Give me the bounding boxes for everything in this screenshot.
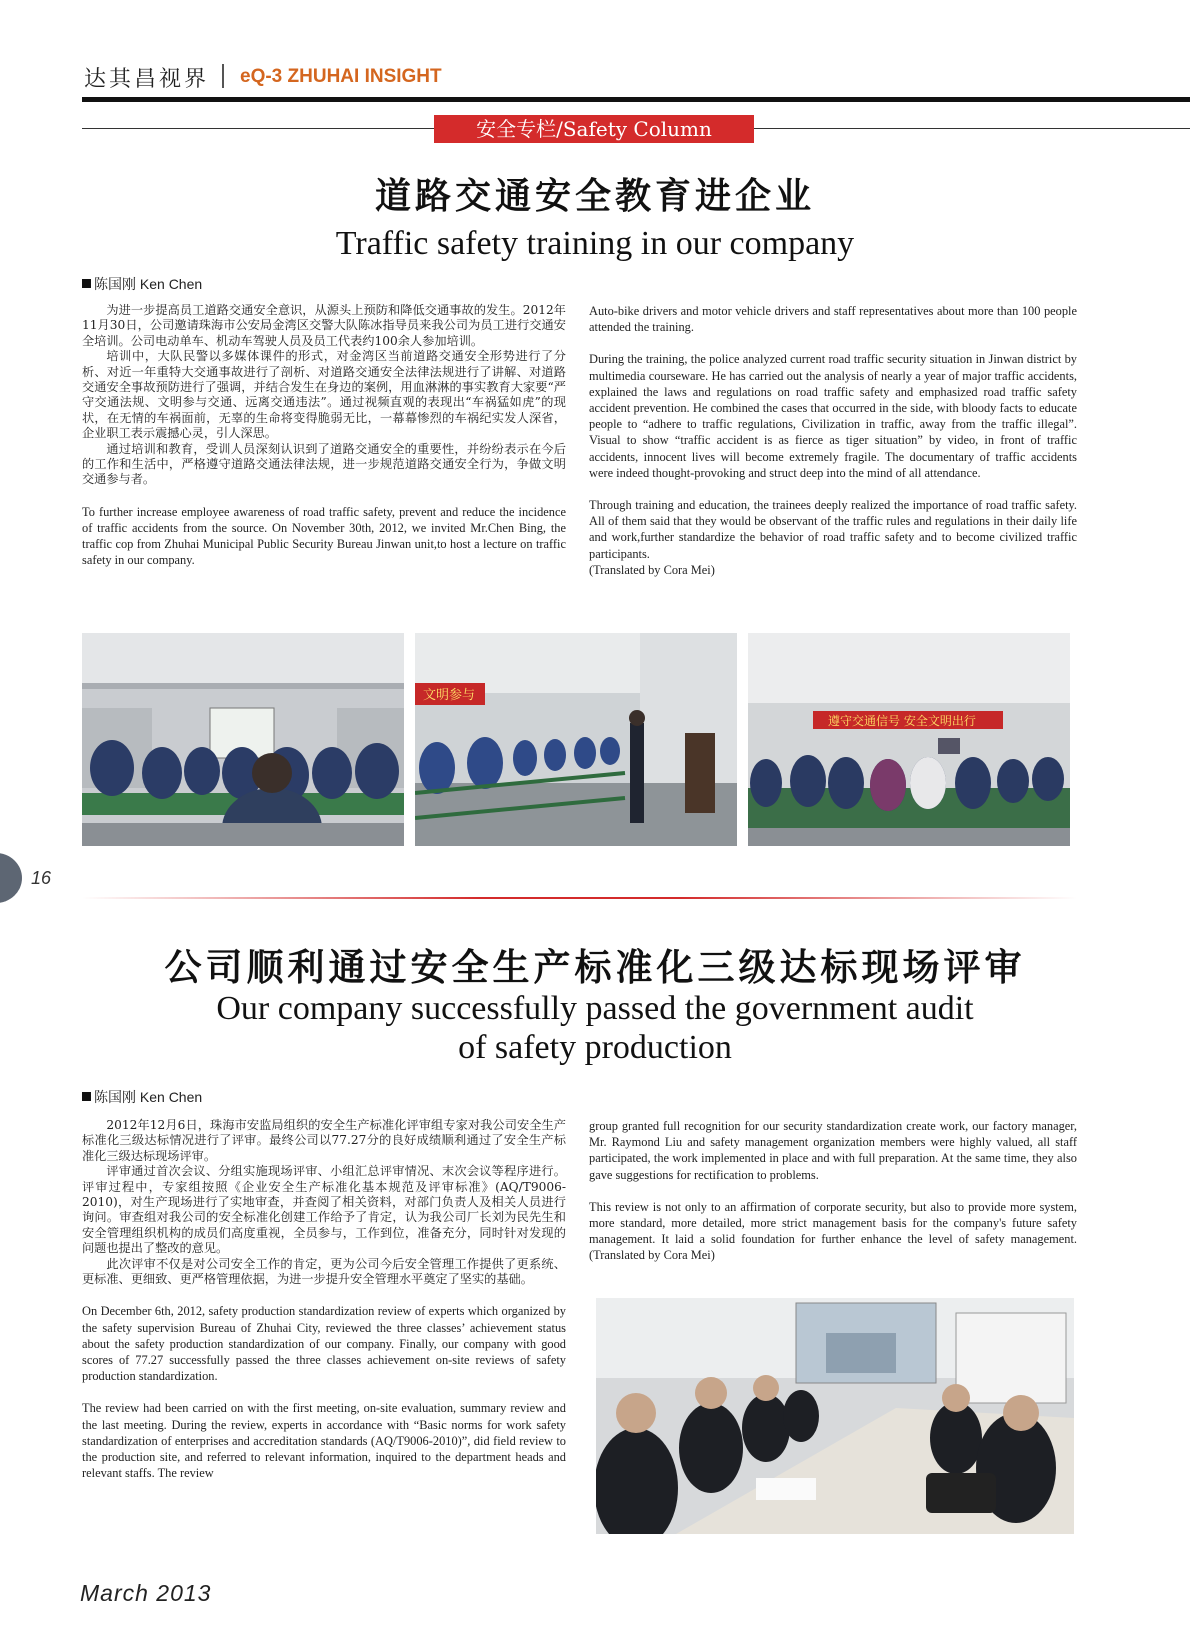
page-number: 16	[31, 868, 52, 888]
wall-banner-text: 遵守交通信号 安全文明出行	[828, 714, 976, 728]
section-divider	[82, 897, 1077, 899]
article1-en-paragraph: During the training, the police analyzed current road traffic security situation in Jinwan district by multimedia courseware. He has carried out the analysis of nearly a year of major traffic accidents, explained the laws and regulations on road traffic safety and emphasized road traffic safety accident prevention. He combined the cases that occurred in the side, with bloody facts to educate people to “adhere to traffic regulations, Civilization in traffic, away from the traffic illegal”. Visual to show “traffic accident is as fierce as tiger situation” by video, in front of traffic accidents, innocent lives will become extremely fragile. The documentary of traffic accidents were indeed thought-provoking and struct deep into the mind of all attendance.	[589, 352, 1077, 480]
article1-translator-credit: (Translated by Cora Mei)	[589, 562, 715, 577]
article2-title-en-line1: Our company successfully passed the government audit	[216, 990, 974, 1027]
article2-left-column	[82, 1118, 566, 1482]
article1-en-paragraph: To further increase employee awareness of road traffic safety, prevent and reduce the incidence of traffic accidents from the source. On November 30th, 2012, we invited Mr.Chen Bing, the traffic cop from Zhuhai Municipal Public Security Bureau Jinwan unit,to host a lecture on traffic safety in our company.	[82, 504, 566, 568]
training-photo-3	[748, 633, 1070, 846]
byline-marker	[82, 1092, 91, 1101]
byline-marker	[82, 279, 91, 288]
article2-right-column	[589, 1118, 1077, 1264]
article2-cn-paragraph: 此次评审不仅是对公司安全工作的肯定，更为公司今后安全管理工作提供了更系统、更标准、更细致、更严格管理依据，为进一步提升安全管理水平奠定了坚实的基础。	[82, 1256, 566, 1287]
article1-cn-paragraph: 通过培训和教育，受训人员深刻认识到了道路交通安全的重要性，并纷纷表示在今后的工作和生活中，严格遵守道路交通法律法规，进一步规范道路交通安全行为，争做文明交通参与者。	[82, 441, 566, 487]
column-banner: 安全专栏/Safety Column	[434, 115, 754, 143]
issue-date: March 2013	[80, 1580, 212, 1606]
article2-en-paragraph: This review is not only to an affirmation of corporate security, but also to provide more system, more standard, more detailed, more strict management basis for the company's future safety management. It laid a solid foundation for further enhance the level of safety management.(Translated by Cora Mei)	[589, 1199, 1077, 1263]
article2-title-en-line2: of safety production	[458, 1029, 732, 1066]
wall-banner-text: 文明参与	[423, 688, 476, 703]
article2-title-cn: 公司顺利通过安全生产标准化三级达标现场评审	[164, 945, 1026, 989]
training-photo-1	[82, 633, 404, 846]
article1-left-column	[82, 303, 566, 569]
article1-en-paragraph: Auto-bike drivers and motor vehicle drivers and staff representatives about more than 100 people attended the training.	[589, 304, 1077, 335]
article1-right-column	[589, 303, 1077, 578]
article1-title-en: Traffic safety training in our company	[335, 225, 855, 262]
article2-byline-text: 陈国刚 Ken Chen	[94, 1089, 203, 1105]
training-photo-2	[415, 633, 737, 846]
article2-cn-paragraph: 2012年12月6日，珠海市安监局组织的安全生产标准化评审组专家对我公司安全生产标准化三级达标情况进行了评审。最终公司以77.27分的良好成绩顺利通过了安全生产标准化三级达标现场评审。	[82, 1118, 566, 1163]
article2-en-paragraph: group granted full recognition for our security standardization create work, our factory manager, Mr. Raymond Liu and safety management organization members were highly valued, all staff participated, the work implemented in place and with full preparation. At the same time, they also gave suggestions for rectification to problems.	[589, 1119, 1077, 1182]
page-number-tab	[0, 853, 22, 903]
audit-meeting-photo	[596, 1298, 1074, 1534]
article1-title-cn: 道路交通安全教育进企业	[374, 175, 815, 217]
header-separator	[222, 64, 224, 88]
article2-en-paragraph: The review had been carried on with the first meeting, on-site evaluation, summary review and the last meeting. During the review, experts in accordance with “Basic norms for work safety standardization of enterprises and accreditation standards (AQ/T9006-2010)”, did field review to the production site, and referred to relevant information, inquired to the department heads and relevant staffs. The review	[82, 1401, 566, 1481]
article2-cn-paragraph: 评审通过首次会议、分组实施现场评审、小组汇总评审情况、末次会议等程序进行。评审过程中，专家组按照《企业安全生产标准化基本规范及评审标准》(AQ/T9006-2010)，对生产现场进行了实地审查，并查阅了相关资料，对部门负责人及相关人员进行询问。审查组对我公司的安全标准化创建工作给予了肯定，认为我公司厂长刘为民先生和安全管理组织机构的成员们高度重视，全员参与，工作到位，准备充分，同时针对发现的问题也提出了整改的意见。	[82, 1164, 566, 1256]
article2-en-paragraph: On December 6th, 2012, safety production standardization review of experts which organized by the safety supervision Bureau of Zhuhai City, reviewed the three classes’ achievement status about the safety production standardization of our company. Finally, our company with good scores of 77.27 successfully passed the three classes achievement on-site reviews of safety production standardization.	[82, 1304, 566, 1384]
article1-byline	[82, 274, 202, 294]
article1-byline-text: 陈国刚 Ken Chen	[94, 276, 203, 292]
magazine-title-cn: 达其昌视界	[84, 67, 210, 92]
article1-en-paragraph: Through training and education, the trainees deeply realized the importance of road traffic safety. All of them said that they would be observant of the traffic rules and regulations in their daily life and work,further standardize the behavior of road traffic safety and to become civilized traffic participants.	[589, 498, 1077, 561]
article1-cn-paragraph: 培训中，大队民警以多媒体课件的形式，对金湾区当前道路交通安全形势进行了分析、对近一年重特大交通事故进行了剖析、对道路交通安全法律法规进行了讲解、对道路交通安全事故预防进行了强调，并结合发生在身边的案例，用血淋淋的事实教育大家要“严守交通法规、文明参与交通、远离交通违法”。通过视频直观的表现出“车祸猛如虎”的现状，在无情的车祸面前，无辜的生命将变得脆弱无比，一幕幕惨烈的车祸纪实发人深省，企业职工表示震撼心灵，引人深思。	[82, 349, 566, 441]
article1-cn-paragraph: 为进一步提高员工道路交通安全意识，从源头上预防和降低交通事故的发生。2012年11月30日，公司邀请珠海市公安局金湾区交警大队陈冰指导员来我公司为员工进行交通安全培训。公司电动单车、机动车驾驶人员及员工代表约100余人参加培训。	[82, 303, 566, 348]
magazine-title-en: eQ-3 ZHUHAI INSIGHT	[240, 66, 442, 87]
article2-byline	[82, 1087, 202, 1107]
header-rule-thick	[82, 97, 1190, 102]
